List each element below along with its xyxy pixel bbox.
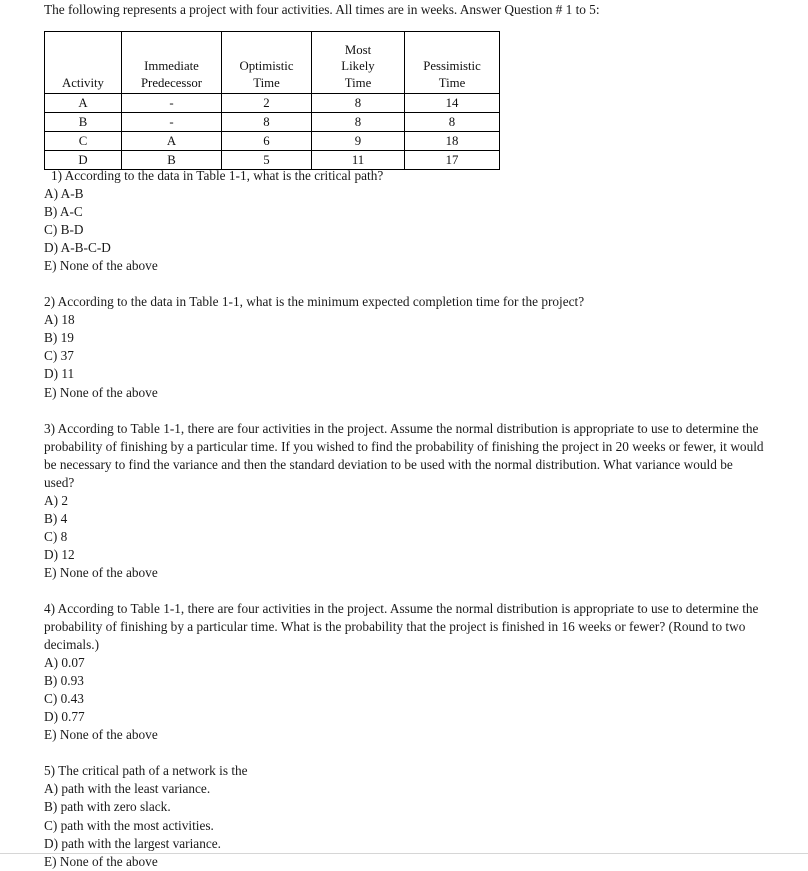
table-column-header [45,32,122,94]
table-column-header-line: Time [438,75,466,90]
intro-paragraph: The following represents a project with four activities. All times are in weeks. Answer Question # 1 to 5: [44,2,600,17]
question-option[interactable]: B) path with zero slack. [44,799,171,815]
table-column-header-line: Time [344,75,372,90]
question-option[interactable]: C) B-D [44,222,84,238]
question-option[interactable]: C) 8 [44,528,68,544]
table-cell-most-likely: 11 [312,151,405,170]
activity-table [44,31,500,170]
table-row [45,94,500,113]
table-cell-optimistic: 2 [222,94,312,113]
question-option[interactable]: A) 18 [44,312,75,328]
table-cell-predecessor: B [122,151,222,170]
table-row [45,113,500,132]
table-cell-most-likely: 9 [312,132,405,151]
question-option[interactable]: E) None of the above [44,564,158,580]
question-option[interactable]: B) A-C [44,204,83,220]
table-column-header [222,32,312,94]
table-header-row [45,32,500,94]
table-column-header-line: Pessimistic [423,59,481,73]
question-option[interactable]: D) path with the largest variance. [44,835,221,851]
question-block [44,167,766,275]
table-column-header-line: Predecessor [140,75,203,90]
question-option[interactable]: A) 2 [44,492,69,508]
question-stem: 3) According to Table 1-1, there are four activities in the project. Assume the normal distribution is appropriate to use to determine the probability of finishing by a particular time. If you wished to find the probability of finishing the project in 20 weeks or fewer, it would be necessary to find the variance and then the standard deviation to be used with the normal distribution. What variance would be used? [44,420,764,490]
table-column-header-line: Likely [341,59,375,73]
table-column-header-line: Most [344,42,372,57]
table-column-header-line: Optimistic [239,59,294,73]
table-cell-most-likely: 8 [312,94,405,113]
question-option[interactable]: B) 19 [44,330,74,346]
question-option[interactable]: E) None of the above [44,727,158,743]
question-option[interactable]: D) 0.77 [44,709,85,725]
question-option[interactable]: C) 37 [44,348,74,364]
table-body [45,94,500,170]
page-bottom-rule [0,853,808,854]
table-cell-predecessor: - [122,113,222,132]
question-option[interactable]: B) 4 [44,510,68,526]
table-column-header-line: Immediate [144,59,199,73]
table-column-header-line: Time [253,75,280,90]
question-option[interactable]: E) None of the above [44,384,158,400]
table-cell-optimistic: 6 [222,132,312,151]
table-column-header [312,32,405,94]
table-cell-pessimistic: 17 [405,151,500,170]
table-header [45,32,500,94]
table-row [45,132,500,151]
question-option[interactable]: A) A-B [44,186,84,202]
table-column-header-line: Activity [62,75,104,90]
table-cell-optimistic: 5 [222,151,312,170]
table-cell-predecessor: - [122,94,222,113]
question-option[interactable]: E) None of the above [44,853,158,869]
question-option[interactable]: C) path with the most activities. [44,817,214,833]
question-option[interactable]: C) 0.43 [44,691,84,707]
question-option[interactable]: D) 12 [44,546,75,562]
question-option[interactable]: D) A-B-C-D [44,240,111,256]
question-stem: 4) According to Table 1-1, there are four activities in the project. Assume the normal distribution is appropriate to use to determine the probability of finishing by a particular time. What is the probability that the project is finished in 16 weeks or fewer? (Round to two decimals.) [44,600,759,653]
question-option[interactable]: B) 0.93 [44,673,84,689]
question-option[interactable]: A) 0.07 [44,655,85,671]
table-cell-activity: C [45,132,122,151]
table-cell-pessimistic: 14 [405,94,500,113]
question-stem: 5) The critical path of a network is the [44,763,248,779]
question-block [44,600,766,744]
question-block [44,762,766,870]
question-block [44,293,766,401]
question-option[interactable]: E) None of the above [44,258,158,274]
questions-list [44,167,766,871]
table-cell-activity: B [45,113,122,132]
table-cell-most-likely: 8 [312,113,405,132]
question-option[interactable]: D) 11 [44,366,75,382]
question-stem: 1) According to the data in Table 1-1, what is the critical path? [51,168,384,183]
question-stem: 2) According to the data in Table 1-1, what is the minimum expected completion time for the project? [44,294,585,310]
table-cell-activity: D [45,151,122,170]
table-cell-activity: A [45,94,122,113]
table-column-header [405,32,500,94]
table-cell-optimistic: 8 [222,113,312,132]
table-cell-pessimistic: 18 [405,132,500,151]
question-option[interactable]: A) path with the least variance. [44,781,211,797]
table-column-header [122,32,222,94]
question-block [44,420,766,582]
table-cell-pessimistic: 8 [405,113,500,132]
table-cell-predecessor: A [122,132,222,151]
